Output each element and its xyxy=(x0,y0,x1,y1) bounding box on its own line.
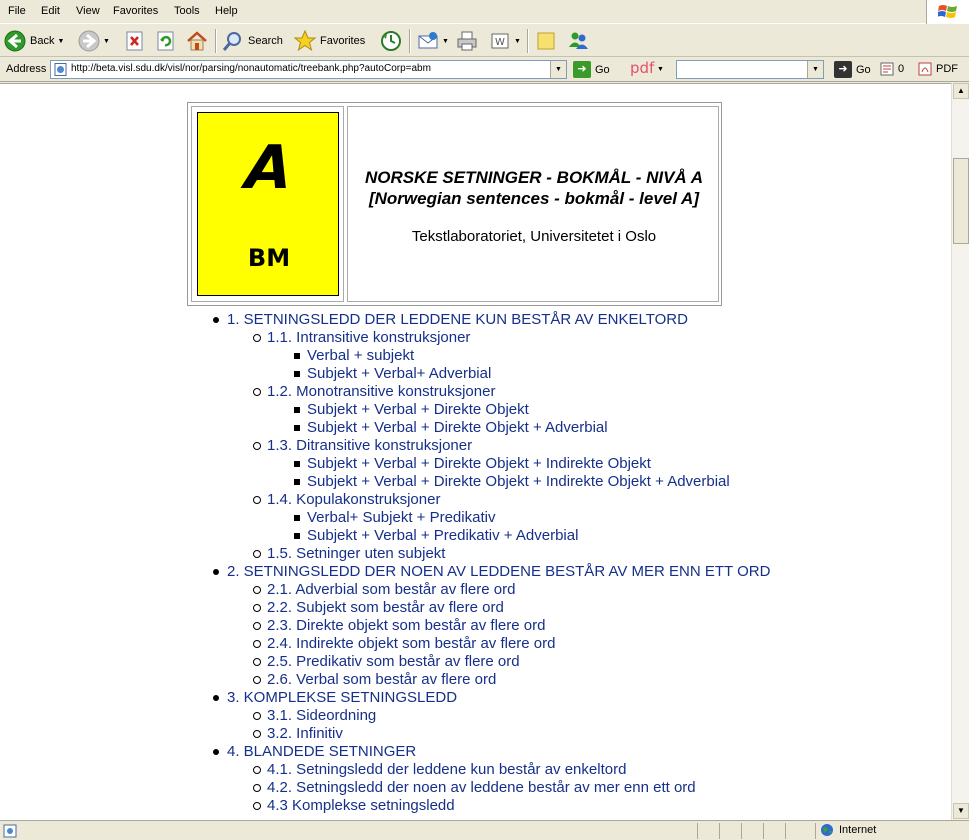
subsection-bullet xyxy=(253,442,261,450)
scroll-down-icon[interactable]: ▼ xyxy=(953,803,969,819)
favorites-button[interactable] xyxy=(294,27,365,55)
subsection-bullet xyxy=(253,622,261,630)
subsection-link[interactable]: 3.2. Infinitiv xyxy=(267,725,343,742)
subsection-bullet xyxy=(253,496,261,504)
status-pane xyxy=(741,823,763,839)
subsection-bullet xyxy=(253,676,261,684)
logo-letter: A xyxy=(243,133,295,203)
subsection-link[interactable]: 2.3. Direkte objekt som består av flere ord xyxy=(267,617,546,634)
pattern-link[interactable]: Subjekt + Verbal + Predikativ + Adverbial xyxy=(307,527,579,544)
globe-icon xyxy=(820,823,834,837)
zone-label: Internet xyxy=(839,824,877,836)
pattern-bullet xyxy=(294,407,300,413)
pattern-bullet xyxy=(294,425,300,431)
discuss-button[interactable] xyxy=(535,27,557,55)
status-pane xyxy=(763,823,785,839)
section-bullet xyxy=(213,569,219,575)
address-url: http://beta.visl.sdu.dk/visl/nor/parsing/nonautomatic/treebank.php?autoCorp=abm xyxy=(71,63,431,74)
pattern-bullet xyxy=(294,461,300,467)
address-input[interactable] xyxy=(50,60,567,79)
forward-button[interactable] xyxy=(78,27,110,55)
pattern-link[interactable]: Verbal+ Subjekt + Predikativ xyxy=(307,509,496,526)
subsection-link[interactable]: 4.3 Komplekse setningsledd xyxy=(267,797,455,814)
subsection-bullet xyxy=(253,640,261,648)
pdf-label: PDF xyxy=(936,63,958,75)
menu-favorites[interactable]: Favorites xyxy=(113,5,159,17)
subsection-bullet xyxy=(253,604,261,612)
subsection-link[interactable]: 2.1. Adverbial som består av flere ord xyxy=(267,581,516,598)
word-document-icon xyxy=(489,30,511,52)
windows-flag-icon xyxy=(938,3,958,21)
subsection-bullet xyxy=(253,388,261,396)
note-icon xyxy=(535,30,557,52)
status-pane xyxy=(785,823,815,839)
home-button[interactable] xyxy=(186,27,208,55)
menu-bar xyxy=(0,0,969,24)
section-bullet xyxy=(213,749,219,755)
back-arrow-icon xyxy=(4,30,26,52)
chevron-down-icon[interactable]: ▼ xyxy=(657,66,664,73)
svg-text:W: W xyxy=(495,37,505,48)
forward-arrow-icon xyxy=(78,30,100,52)
logo-cell xyxy=(191,106,344,302)
page-subtitle: [Norwegian sentences - bokmål - level A] xyxy=(368,189,699,208)
star-icon xyxy=(294,30,316,52)
chevron-down-icon[interactable]: ▼ xyxy=(514,37,521,45)
messenger-icon xyxy=(567,30,589,52)
messenger-button[interactable] xyxy=(567,27,589,55)
pattern-link[interactable]: Subjekt + Verbal + Direkte Objekt + Indirekte Objekt + Adverbial xyxy=(307,473,730,490)
printer-icon xyxy=(456,30,478,52)
scroll-up-icon[interactable]: ▲ xyxy=(953,83,969,99)
subsection-link[interactable]: 2.4. Indirekte objekt som består av flere ord xyxy=(267,635,556,652)
search-button[interactable] xyxy=(222,27,283,55)
menu-tools[interactable]: Tools xyxy=(174,5,200,17)
subsection-bullet xyxy=(253,766,261,774)
pdf-count: 0 xyxy=(898,63,905,75)
stop-icon xyxy=(124,30,146,52)
chevron-down-icon[interactable]: ▼ xyxy=(442,37,449,45)
subsection-link[interactable]: 3.1. Sideordning xyxy=(267,707,377,724)
scrollbar-thumb[interactable] xyxy=(953,158,969,244)
header-table xyxy=(187,102,722,306)
address-bar xyxy=(0,58,969,82)
menu-file[interactable]: File xyxy=(8,5,26,17)
address-label: Address xyxy=(6,63,47,75)
menu-edit[interactable]: Edit xyxy=(41,5,60,17)
security-zone xyxy=(820,823,876,837)
subsection-link[interactable]: 1.2. Monotransitive konstruksjoner xyxy=(267,383,496,400)
chevron-down-icon[interactable]: ▼ xyxy=(807,61,823,78)
pattern-bullet xyxy=(294,371,300,377)
pattern-link[interactable]: Verbal + subjekt xyxy=(307,347,415,364)
go-arrow-icon: ➜ xyxy=(573,61,591,78)
menu-view[interactable]: View xyxy=(76,5,100,17)
pdf-button[interactable] xyxy=(918,62,958,76)
section-link[interactable]: 4. BLANDEDE SETNINGER xyxy=(227,743,417,760)
subsection-bullet xyxy=(253,712,261,720)
subsection-link[interactable]: 2.6. Verbal som består av flere ord xyxy=(267,671,497,688)
page-status-icon xyxy=(3,824,17,838)
subsection-bullet xyxy=(253,334,261,342)
status-pane xyxy=(719,823,741,839)
menu-help[interactable]: Help xyxy=(215,5,238,17)
history-icon xyxy=(380,30,402,52)
search-icon xyxy=(222,30,244,52)
refresh-button[interactable] xyxy=(155,27,177,55)
subsection-link[interactable]: 2.2. Subjekt som består av flere ord xyxy=(267,599,504,616)
pattern-bullet xyxy=(294,353,300,359)
section-link[interactable]: 1. SETNINGSLEDD DER LEDDENE KUN BESTÅR AV ENKELTORD xyxy=(227,311,688,328)
refresh-icon xyxy=(155,30,177,52)
pdf-count-button[interactable] xyxy=(880,62,904,76)
vertical-scrollbar[interactable] xyxy=(951,83,969,820)
subsection-link[interactable]: 1.3. Ditransitive konstruksjoner xyxy=(267,437,473,454)
institution-name: Tekstlaboratoriet, Universitetet i Oslo xyxy=(411,228,657,245)
mail-button[interactable] xyxy=(417,27,449,55)
subsection-bullet xyxy=(253,550,261,558)
logo-subtext: BM xyxy=(247,244,291,272)
pattern-bullet xyxy=(294,515,300,521)
go-label: Go xyxy=(595,63,610,76)
toolbar-separator xyxy=(215,29,217,53)
pattern-link[interactable]: Subjekt + Verbal + Direkte Objekt + Adverbial xyxy=(307,419,608,436)
subsection-bullet xyxy=(253,730,261,738)
document-icon xyxy=(880,62,894,76)
title-cell xyxy=(347,106,719,302)
back-button[interactable] xyxy=(4,27,64,55)
section-bullet xyxy=(213,695,219,701)
toolbar-separator xyxy=(409,29,411,53)
subsection-bullet xyxy=(253,784,261,792)
pdf-logo: pdf xyxy=(630,59,655,77)
page-title: NORSKE SETNINGER - BOKMÅL - NIVÅ A xyxy=(364,168,704,187)
go-arrow-icon: ➜ xyxy=(834,61,852,78)
pattern-link[interactable]: Subjekt + Verbal + Direkte Objekt + Indirekte Objekt xyxy=(307,455,651,472)
subsection-link[interactable]: 2.5. Predikativ som består av flere ord xyxy=(267,653,520,670)
chevron-down-icon[interactable]: ▼ xyxy=(103,37,110,45)
pdf-search-input[interactable] xyxy=(676,60,824,79)
edit-button[interactable] xyxy=(489,27,521,55)
history-button[interactable] xyxy=(380,27,402,55)
mail-icon xyxy=(417,30,439,52)
toolbar-separator xyxy=(527,29,529,53)
print-button[interactable] xyxy=(456,27,478,55)
favorites-label: Favorites xyxy=(320,35,366,47)
status-pane xyxy=(697,823,719,839)
pdf-go-button[interactable] xyxy=(834,61,871,78)
pdf-icon xyxy=(918,62,932,76)
subsection-link[interactable]: 4.1. Setningsledd der leddene kun består av enkeltord xyxy=(267,761,627,778)
subsection-link[interactable]: 1.4. Kopulakonstruksjoner xyxy=(267,491,441,508)
standard-toolbar xyxy=(0,25,969,57)
section-link[interactable]: 2. SETNINGSLEDD DER NOEN AV LEDDENE BESTÅR AV MER ENN ETT ORD xyxy=(227,563,771,580)
subsection-bullet xyxy=(253,586,261,594)
subsection-bullet xyxy=(253,802,261,810)
chevron-down-icon[interactable]: ▼ xyxy=(550,61,566,78)
stop-button[interactable] xyxy=(124,27,146,55)
status-pane xyxy=(815,823,816,839)
page-content xyxy=(0,83,951,820)
back-label: Back xyxy=(30,35,55,47)
subsection-link[interactable]: 4.2. Setningsledd der noen av leddene består av mer enn ett ord xyxy=(267,779,696,796)
go-button[interactable] xyxy=(573,61,610,78)
section-bullet xyxy=(213,317,219,323)
level-logo xyxy=(197,112,339,296)
pattern-bullet xyxy=(294,533,300,539)
search-label: Search xyxy=(248,35,283,47)
subsection-link[interactable]: 1.5. Setninger uten subjekt xyxy=(267,545,446,562)
pdf-go-label: Go xyxy=(856,63,871,76)
windows-logo xyxy=(926,0,969,24)
page-icon xyxy=(54,63,67,76)
section-link[interactable]: 3. KOMPLEKSE SETNINGSLEDD xyxy=(227,689,458,706)
pattern-bullet xyxy=(294,479,300,485)
pattern-link[interactable]: Subjekt + Verbal + Direkte Objekt xyxy=(307,401,529,418)
subsection-bullet xyxy=(253,658,261,666)
pattern-link[interactable]: Subjekt + Verbal+ Adverbial xyxy=(307,365,492,382)
home-icon xyxy=(186,30,208,52)
subsection-link[interactable]: 1.1. Intransitive konstruksjoner xyxy=(267,329,471,346)
status-bar xyxy=(0,820,969,840)
chevron-down-icon[interactable]: ▼ xyxy=(57,37,65,45)
